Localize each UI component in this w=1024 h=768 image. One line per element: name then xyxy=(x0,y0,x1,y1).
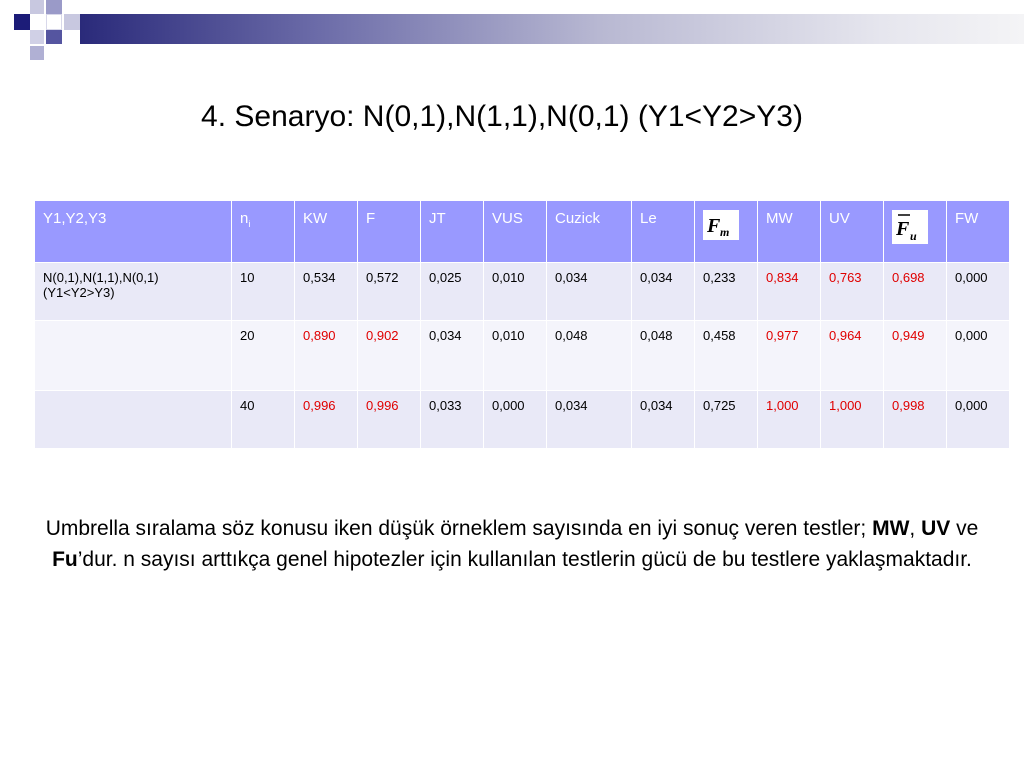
f-u-bar-icon xyxy=(892,210,928,248)
deco-square xyxy=(64,14,80,30)
deco-square xyxy=(46,30,62,44)
deco-square xyxy=(30,46,44,60)
cell-n: 10 xyxy=(232,263,295,321)
deco-square xyxy=(30,30,44,44)
row-label: N(0,1),N(1,1),N(0,1) (Y1<Y2>Y3) xyxy=(35,263,232,321)
cell-cuzick: 0,048 xyxy=(547,321,632,391)
table-row xyxy=(35,391,1010,449)
header-f: F xyxy=(358,201,421,263)
cell-fu: 0,998 xyxy=(884,391,947,449)
svg-text:F: F xyxy=(707,215,721,237)
cell-f: 0,902 xyxy=(358,321,421,391)
deco-square xyxy=(46,14,62,30)
cell-fm: 0,725 xyxy=(695,391,758,449)
header-vus: VUS xyxy=(484,201,547,263)
cell-vus: 0,010 xyxy=(484,263,547,321)
results-table xyxy=(34,200,1010,449)
cell-jt: 0,025 xyxy=(421,263,484,321)
cell-fu: 0,698 xyxy=(884,263,947,321)
svg-text:u: u xyxy=(910,229,917,243)
cell-mw: 0,834 xyxy=(758,263,821,321)
cell-f: 0,996 xyxy=(358,391,421,449)
cell-fw: 0,000 xyxy=(947,391,1010,449)
cell-fw: 0,000 xyxy=(947,321,1010,391)
header-jt: JT xyxy=(421,201,484,263)
header-gradient-bar xyxy=(80,14,1024,44)
deco-square xyxy=(30,0,44,14)
header-le: Le xyxy=(632,201,695,263)
table-row xyxy=(35,321,1010,391)
deco-square xyxy=(46,0,62,14)
cell-uv: 1,000 xyxy=(821,391,884,449)
cell-uv: 0,964 xyxy=(821,321,884,391)
header-kw: KW xyxy=(295,201,358,263)
slide-title: 4. Senaryo: N(0,1),N(1,1),N(0,1) (Y1<Y2>Y3) xyxy=(201,100,803,133)
cell-vus: 0,010 xyxy=(484,321,547,391)
row-label xyxy=(35,321,232,391)
header-cuzick: Cuzick xyxy=(547,201,632,263)
cell-kw: 0,890 xyxy=(295,321,358,391)
cell-f: 0,572 xyxy=(358,263,421,321)
header-fu xyxy=(884,201,947,263)
cell-n: 20 xyxy=(232,321,295,391)
table-row xyxy=(35,263,1010,321)
row-label xyxy=(35,391,232,449)
cell-fw: 0,000 xyxy=(947,263,1010,321)
cell-mw: 0,977 xyxy=(758,321,821,391)
cell-fm: 0,233 xyxy=(695,263,758,321)
header-decoration xyxy=(0,0,1024,60)
header-uv: UV xyxy=(821,201,884,263)
cell-cuzick: 0,034 xyxy=(547,263,632,321)
cell-vus: 0,000 xyxy=(484,391,547,449)
header-mw: MW xyxy=(758,201,821,263)
header-fm xyxy=(695,201,758,263)
cell-le: 0,048 xyxy=(632,321,695,391)
f-m-icon xyxy=(703,210,739,244)
cell-le: 0,034 xyxy=(632,391,695,449)
header-n: $n_i$ xyxy=(232,201,295,263)
deco-square xyxy=(14,14,30,30)
header-groups: Y1,Y2,Y3 xyxy=(35,201,232,263)
cell-fm: 0,458 xyxy=(695,321,758,391)
cell-kw: 0,534 xyxy=(295,263,358,321)
cell-le: 0,034 xyxy=(632,263,695,321)
cell-mw: 1,000 xyxy=(758,391,821,449)
cell-jt: 0,033 xyxy=(421,391,484,449)
cell-cuzick: 0,034 xyxy=(547,391,632,449)
header-fw: FW xyxy=(947,201,1010,263)
cell-n: 40 xyxy=(232,391,295,449)
svg-text:F: F xyxy=(896,218,910,240)
table-header-row xyxy=(35,201,1010,263)
cell-jt: 0,034 xyxy=(421,321,484,391)
cell-kw: 0,996 xyxy=(295,391,358,449)
cell-fu: 0,949 xyxy=(884,321,947,391)
conclusion-paragraph: Umbrella sıralama söz konusu iken düşük örneklem sayısında en iyi sonuç veren testler; MW, UV ve Fu’dur. n sayısı arttıkça genel hipotezler için kullanılan testlerin gücü de bu testlere yaklaşmaktadır. xyxy=(45,517,979,571)
svg-text:m: m xyxy=(720,225,730,239)
cell-uv: 0,763 xyxy=(821,263,884,321)
